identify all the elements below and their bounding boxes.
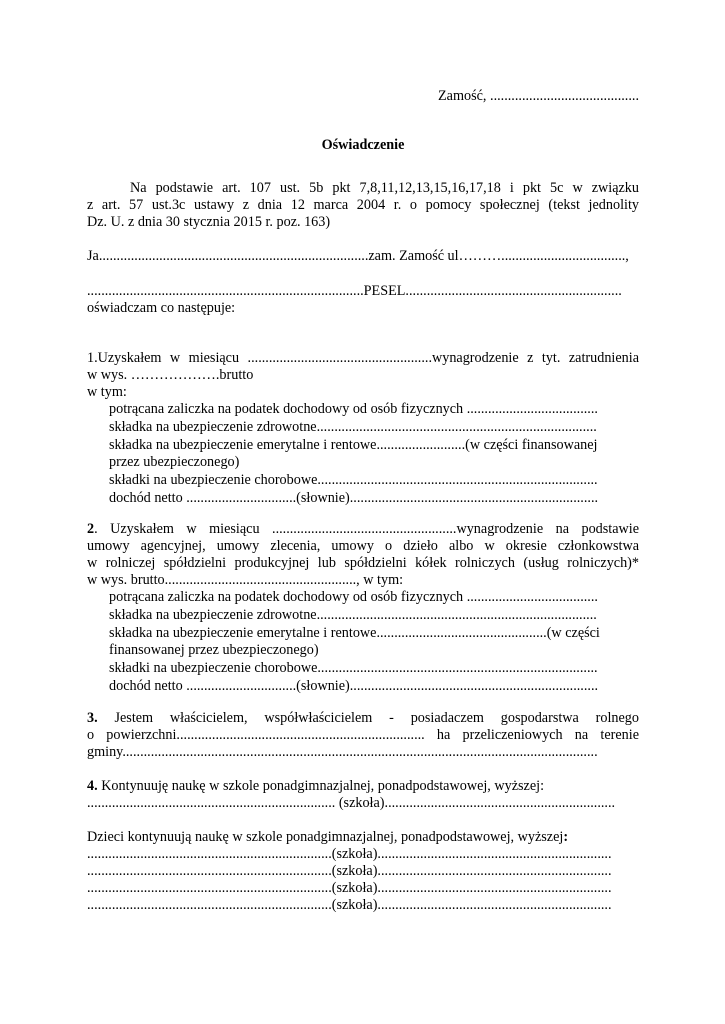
identity-declaration: oświadczam co następuje: bbox=[87, 300, 236, 316]
s4-line-1-text: Kontynuuję naukę w szkole ponadgimnazjalnej, ponadpodstawowej, wyższej: bbox=[97, 778, 545, 794]
s1-line-3: w tym: bbox=[87, 384, 127, 400]
s2-bullet-sickness: składki na ubezpieczenie chorobowe............................................................................... bbox=[109, 660, 639, 678]
s1-bullet-health: składka na ubezpieczenie zdrowotne............................................................................... bbox=[109, 419, 639, 437]
identity-name-address: Ja............................................................................zam. Zamość ul………..................................., bbox=[87, 248, 629, 264]
s1-bullet-pension: składka na ubezpieczenie emerytalne i rentowe.........................(w części finansowanej bbox=[109, 437, 639, 455]
s2-bullet-pension-cont: finansowanej przez ubezpieczonego) bbox=[109, 642, 319, 658]
s3-line-1-text: Jestem właścicielem, współwłaścicielem - posiadaczem gospodarstwa rolnego bbox=[97, 710, 639, 726]
s3-line-1 bbox=[87, 710, 639, 728]
s2-line-4: w wys. brutto......................................................, w tym: bbox=[87, 572, 404, 588]
children-school-row: .....................................................................(szkoła).................................................................. bbox=[87, 863, 612, 879]
children-school-row: .....................................................................(szkoła).................................................................. bbox=[87, 846, 612, 862]
s2-bullet-net: dochód netto ...............................(słownie)...................................................................... bbox=[109, 678, 639, 696]
document-page bbox=[87, 0, 639, 1024]
s1-bullet-sickness: składki na ubezpieczenie chorobowe............................................................................... bbox=[109, 472, 639, 490]
s4-line-2: ...................................................................... (szkoła)................................................................. bbox=[87, 795, 616, 811]
s4-line-1 bbox=[87, 778, 639, 796]
s1-line-2: w wys. ……………….brutto bbox=[87, 367, 254, 383]
s2-number: 2 bbox=[87, 521, 95, 537]
s2-line-1-text: . Uzyskałem w miesiącu ....................................................wynagrodzenie na podstawie bbox=[94, 521, 639, 537]
s3-line-2: o powierzchni...................................................................... ha przeliczeniowych na terenie bbox=[87, 727, 639, 743]
s4-number: 4. bbox=[87, 778, 98, 794]
s3-line-3: gminy...................................................................................................................................... bbox=[87, 744, 598, 760]
children-school-row: .....................................................................(szkoła).................................................................. bbox=[87, 880, 612, 896]
s2-line-2: umowy agencyjnej, umowy zlecenia, umowy o dzieło albo w okresie członkowstwa bbox=[87, 538, 639, 554]
s2-bullet-health: składka na ubezpieczenie zdrowotne............................................................................... bbox=[109, 607, 639, 625]
s2-bullet-pension: składka na ubezpieczenie emerytalne i rentowe................................................(w części bbox=[109, 625, 639, 643]
intro-line-2: z art. 57 ust.3c ustawy z dnia 12 marca 2004 r. o pomocy społecznej (tekst jednolity bbox=[87, 197, 639, 213]
s3-number: 3. bbox=[87, 710, 98, 726]
children-heading-text: Dzieci kontynuują naukę w szkole ponadgimnazjalnej, ponadpodstawowej, wyższej bbox=[87, 829, 564, 845]
children-heading-colon: : bbox=[563, 829, 569, 845]
s2-bullet-tax: potrącana zaliczka na podatek dochodowy od osób fizycznych ..................................... bbox=[109, 589, 639, 607]
document-title: Oświadczenie bbox=[321, 137, 405, 153]
s1-bullet-net: dochód netto ...............................(słownie)...................................................................... bbox=[109, 490, 639, 508]
children-school-row: .....................................................................(szkoła).................................................................. bbox=[87, 897, 612, 913]
s1-bullet-pension-cont: przez ubezpieczonego) bbox=[109, 454, 240, 470]
s1-line-1: 1.Uzyskałem w miesiącu ....................................................wynagrodzenie z tyt. zatrudnienia bbox=[87, 350, 639, 366]
place-date-line: Zamość, .......................................... bbox=[438, 88, 639, 104]
s2-line-3: w rolniczej spółdzielni produkcyjnej lub spółdzielni kółek rolniczych (usług rolniczych)* bbox=[87, 555, 639, 571]
intro-line-1: Na podstawie art. 107 ust. 5b pkt 7,8,11,12,13,15,16,17,18 i pkt 5c w związku bbox=[130, 180, 639, 196]
s2-line-1 bbox=[87, 521, 639, 539]
identity-pesel: ..............................................................................PESEL............................................................. bbox=[87, 283, 622, 299]
intro-line-3: Dz. U. z dnia 30 stycznia 2015 r. poz. 163) bbox=[87, 214, 331, 230]
s1-bullet-tax: potrącana zaliczka na podatek dochodowy od osób fizycznych ..................................... bbox=[109, 401, 639, 419]
children-heading bbox=[87, 829, 639, 847]
